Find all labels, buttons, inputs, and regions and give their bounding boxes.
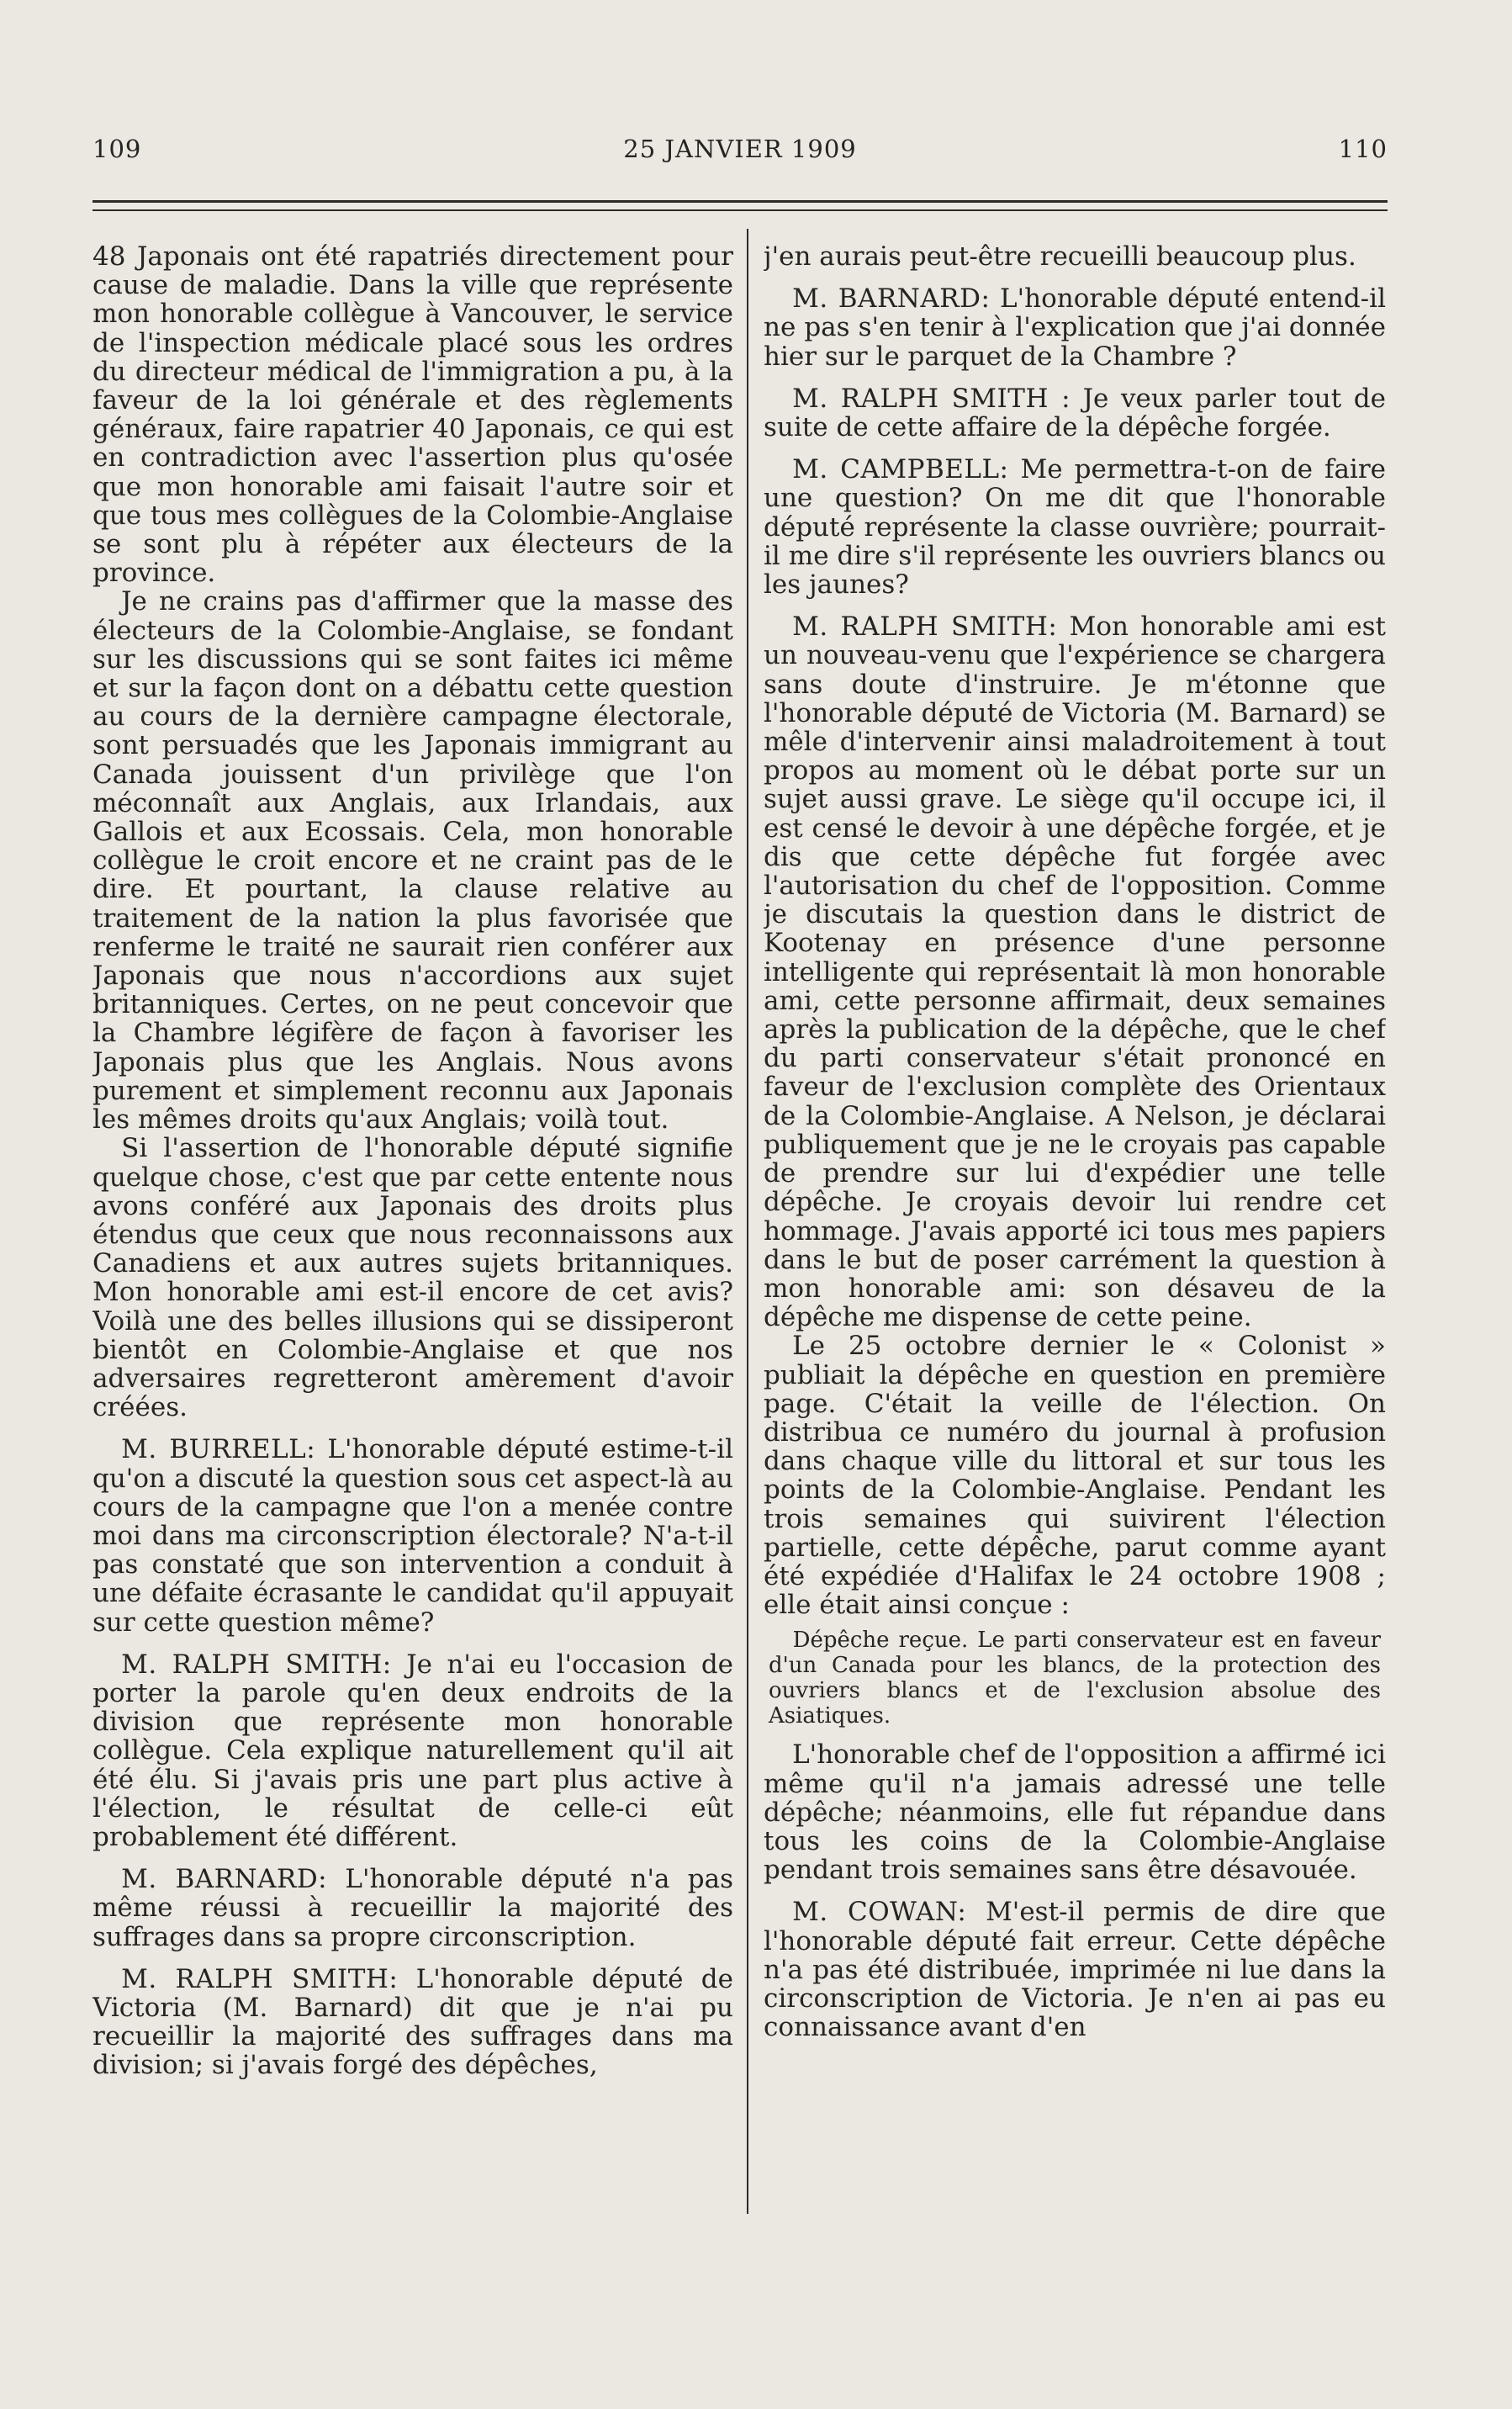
paragraph [93,1650,733,1851]
paragraph [93,1134,733,1422]
paragraph [764,1898,1386,2041]
paragraph [764,612,1386,1332]
left-column [93,242,733,2202]
page-number-left: 109 [93,135,142,163]
right-column [764,242,1386,2202]
speaker-name: M. BARNARD: [792,283,991,315]
speaker-name: M. BURRELL: [121,1434,316,1465]
paragraph-text: Le 25 octobre dernier le « Colonist » publiait la dépêche en question en première page. C'était la veille de l'élection. On distribua ce numéro du journal à profusion dans chaque ville du littoral et sur tous les points de la Colombie-Anglaise. Pendant les trois semaines qui suivirent l'élection partielle, cette dépêche, parut comme ayant été expédiée d'Halifax le 24 octobre 1908 ; elle était ainsi conçue : [764,1331,1386,1621]
paragraph [93,242,733,587]
paragraph-text: Je ne crains pas d'affirmer que la masse des électeurs de la Colombie-Anglaise, se fondant sur les discussions qui se sont faites ici même et sur la façon dont on a débattu cette question au cours de la dernière campagne électorale, sont persuadés que les Japonais immigrant au Canada jouissent d'un privilège que l'on méconnaît aux Anglais, aux Irlandais, aux Gallois et aux Ecossais. Cela, mon honorable collègue le croit encore et ne craint pas de le dire. Et pourtant, la clause relative au traitement de la nation la plus favorisée que renferme le traité ne saurait rien conférer aux Japonais que nous n'accordions aux sujet britanniques. Certes, on ne peut concevoir que la Chambre légifère de façon à favoriser les Japonais plus que les Anglais. Nous avons purement et simplement reconnu aux Japonais les mêmes droits qu'aux Anglais; voilà tout. [93,586,733,1136]
paragraph-text: L'honorable député estime-t-il qu'on a discuté la question sous cet aspect-là au cours de la campagne que l'on a menée contre moi dans ma circonscription électorale? N'a-t-il pas constaté que son intervention a conduit à une défaite écrasante le candidat qu'il appuyait sur cette question même? [93,1434,733,1638]
speaker-name: M. RALPH SMITH: [792,612,1058,643]
paragraph-text: L'honorable député n'a pas même réussi à recueillir la majorité des suffrages dans sa propre circonscription. [93,1864,733,1952]
paragraph [93,1435,733,1636]
page-date: 25 JANVIER 1909 [623,135,857,163]
paragraph-text: Je n'ai eu l'occasion de porter la parole qu'en deux endroits de la division que représente mon honorable collègue. Cela explique naturellement qu'il ait été élu. Si j'avais pris une part plus active à l'élection, le résultat de celle-ci eût probablement été différent. [93,1649,733,1852]
speaker-name: M. RALPH SMITH: [121,1963,399,1994]
paragraph-text: L'honorable chef de l'opposition a affirmé ici même qu'il n'a jamais adressé une telle dépêche; néanmoins, elle fut répandue dans tous les coins de la Colombie-Anglaise pendant trois semaines sans être désavouée. [764,1739,1386,1886]
paragraph-text: j'en aurais peut-être recueilli beaucoup plus. [764,242,1356,272]
quote-text: Dépêche reçue. Le parti conservateur est en faveur d'un Canada pour les blancs, de la protection des ouvriers blancs et de l'exclusion absolue des Asiatiques. [769,1628,1381,1729]
paragraph [764,384,1386,442]
paragraph-text: L'honorable député de Victoria (M. Barnard) dit que je n'ai pu recueillir la majorité des suffrages dans ma division; si j'avais forgé des dépêches, [93,1963,733,2081]
paragraph-text: Je veux parler tout de suite de cette affaire de la dépêche forgée. [764,383,1386,443]
paragraph-text: 48 Japonais ont été rapatriés directement pour cause de maladie. Dans la ville que représente mon honorable collègue à Vancouver, le service de l'inspection médicale placé sous les ordres du directeur médical de l'immigration a pu, à la faveur de la loi générale et des règlements généraux, faire rapatrier 40 Japonais, ce qui est en contradiction avec l'assertion plus qu'osée que mon honorable ami faisait l'autre soir et que tous mes collègues de la Colombie-Anglaise se sont plu à répéter aux électeurs de la province. [93,242,733,589]
paragraph [93,1865,733,1951]
quoted-dispatch [764,1628,1386,1729]
speaker-name: M. COWAN: [792,1897,967,1928]
paragraph [93,1965,733,2080]
speaker-name: M. BARNARD: [121,1864,328,1895]
paragraph [764,284,1386,371]
column-divider [747,229,748,2214]
paragraph [764,1332,1386,1619]
paragraph-text: Mon honorable ami est un nouveau-venu que l'expérience se chargera sans doute d'instruire. Je m'étonne que l'honorable député de Victoria (M. Barnard) se mêle d'intervenir ainsi maladroitement à tout propos au moment où le débat porte sur un sujet aussi grave. Le siège qu'il occupe ici, il est censé le devoir à une dépêche forgée, et je dis que cette dépêche fut forgée avec l'autorisation du chef de l'opposition. Comme je discutais la question dans le district de Kootenay en présence d'une personne intelligente qui représentait là mon honorable ami, cette personne affirmait, deux semaines après la publication de la dépêche, que le chef du parti conservateur s'était prononcé en faveur de l'exclusion complète des Orientaux de la Colombie-Anglaise. A Nelson, je déclarai publiquement que je ne le croyais pas capable de prendre sur lui d'expédier une telle dépêche. Je croyais devoir lui rendre cet hommage. J'avais apporté ici tous mes papiers dans le but de poser carrément la question à mon honorable ami: son désaveu de la dépêche me dispense de cette peine. [764,612,1386,1333]
paragraph [93,587,733,1134]
header-rule-bottom [93,209,1388,211]
paragraph-text: Si l'assertion de l'honorable député signifie quelque chose, c'est que par cette entente nous avons conféré aux Japonais des droits plus étendus que ceux que nous reconnaissons aux Canadiens et aux autres sujets britanniques. Mon honorable ami est-il encore de cet avis? Voilà une des belles illusions qui se dissiperont bientôt en Colombie-Anglaise et que nos adversaires regretteront amèrement d'avoir créées. [93,1133,733,1423]
speaker-name: M. RALPH SMITH : [792,383,1071,414]
paragraph [764,242,1386,271]
speaker-name: M. RALPH SMITH: [121,1649,392,1680]
paragraph [764,1740,1386,1884]
paragraph-text: M'est-il permis de dire que l'honorable député fait erreur. Cette dépêche n'a pas été distribuée, imprimée ni lue dans la circonscription de Victoria. Je n'en ai pas eu connaissance avant d'en [764,1897,1386,2043]
header-rule-top [93,200,1388,203]
paragraph-text: Me permettra-t-on de faire une question? On me dit que l'honorable député représente la classe ouvrière; pourrait-il me dire s'il représente les ouvriers blancs ou les jaunes? [764,454,1386,601]
paragraph [764,455,1386,599]
speaker-name: M. CAMPBELL: [792,454,1009,485]
page-number-right: 110 [1338,135,1388,163]
page-header [93,135,1388,168]
paragraph-text: L'honorable député entend-il ne pas s'en tenir à l'explication que j'ai donnée hier sur le parquet de la Chambre ? [764,283,1386,372]
